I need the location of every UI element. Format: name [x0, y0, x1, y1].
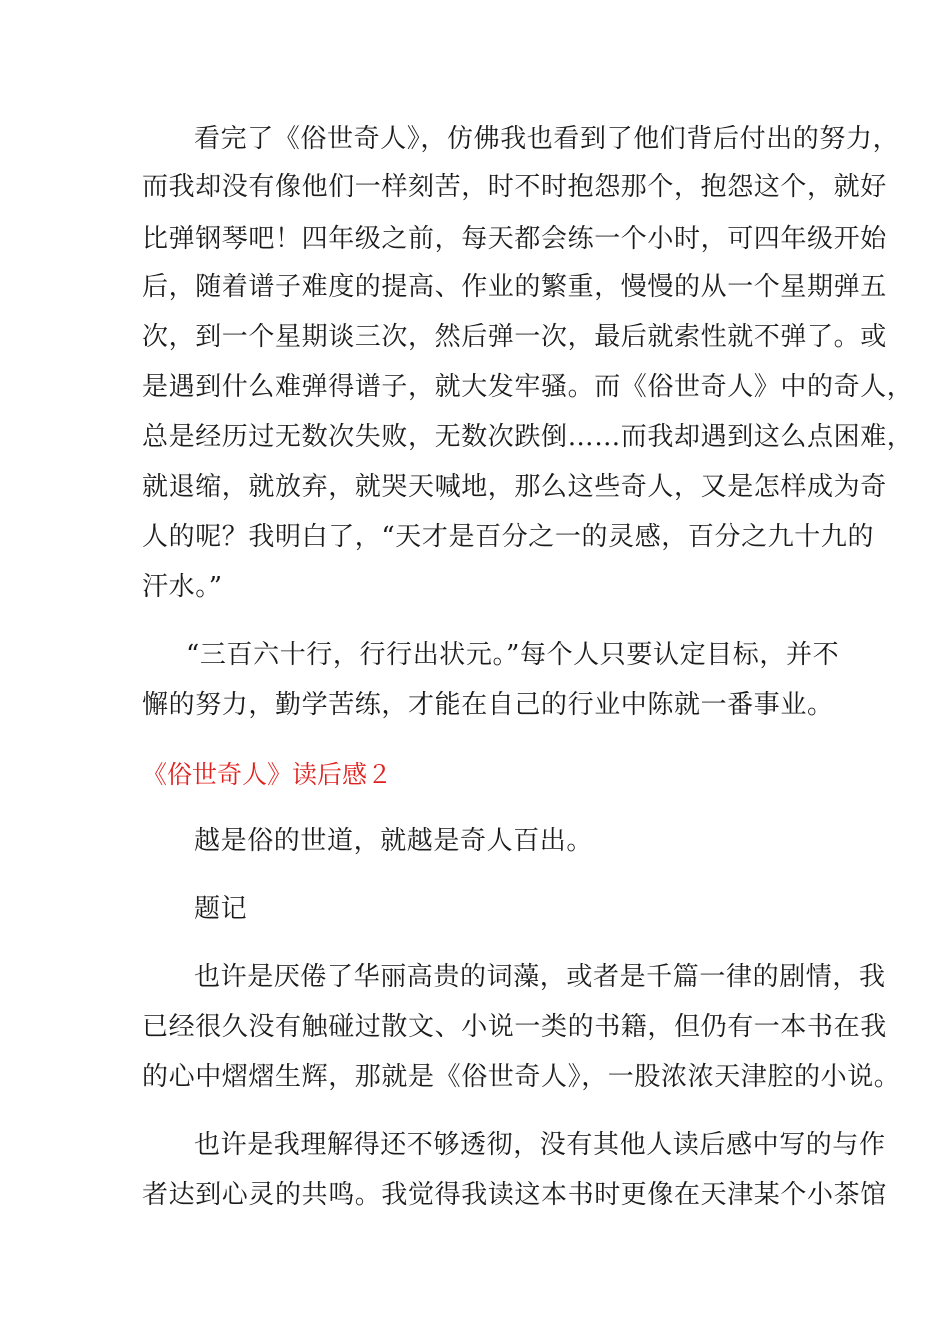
text-line: 懈的努力，勤学苦练，才能在自己的行业中陈就一番事业。 [142, 690, 834, 720]
text-line: 比弹钢琴吧！四年级之前，每天都会练一个小时，可四年级开始 [142, 224, 887, 254]
text-line: 已经很久没有触碰过散文、小说一类的书籍，但仍有一本书在我 [142, 1012, 887, 1042]
text-line: 也许是厌倦了华丽高贵的词藻，或者是千篇一律的剧情，我 [194, 962, 886, 992]
text-line: 而我却没有像他们一样刻苦，时不时抱怨那个，抱怨这个，就好 [142, 172, 887, 202]
section-heading: 《俗世奇人》读后感２ [142, 760, 393, 789]
text-line: 的心中熠熠生辉，那就是《俗世奇人》，一股浓浓天津腔的小说。 [142, 1062, 901, 1092]
text-line: 次，到一个星期谈三次，然后弹一次，最后就索性就不弹了。或 [142, 322, 887, 352]
text-line: 也许是我理解得还不够透彻，没有其他人读后感中写的与作 [194, 1130, 886, 1160]
text-line: 就退缩，就放弃，就哭天喊地，那么这些奇人，又是怎样成为奇 [142, 472, 887, 502]
text-line: 人的呢？我明白了，“天才是百分之一的灵感，百分之九十九的 [142, 522, 875, 552]
text-line: 总是经历过无数次失败，无数次跌倒……而我却遇到这么点困难， [142, 422, 914, 452]
text-line: 是遇到什么难弹得谱子，就大发牢骚。而《俗世奇人》中的奇人， [142, 372, 914, 402]
text-line: 者达到心灵的共鸣。我觉得我读这本书时更像在天津某个小茶馆 [142, 1180, 887, 1210]
text-line: “三百六十行，行行出状元。”每个人只要认定目标，并不 [186, 640, 840, 670]
text-line: 汗水。” [142, 572, 223, 602]
text-line: 题记 [194, 894, 248, 924]
text-line: 后，随着谱子难度的提高、作业的繁重，慢慢的从一个星期弹五 [142, 272, 887, 302]
text-line: 看完了《俗世奇人》，仿佛我也看到了他们背后付出的努力， [194, 124, 900, 154]
text-line: 越是俗的世道，就越是奇人百出。 [194, 826, 594, 856]
